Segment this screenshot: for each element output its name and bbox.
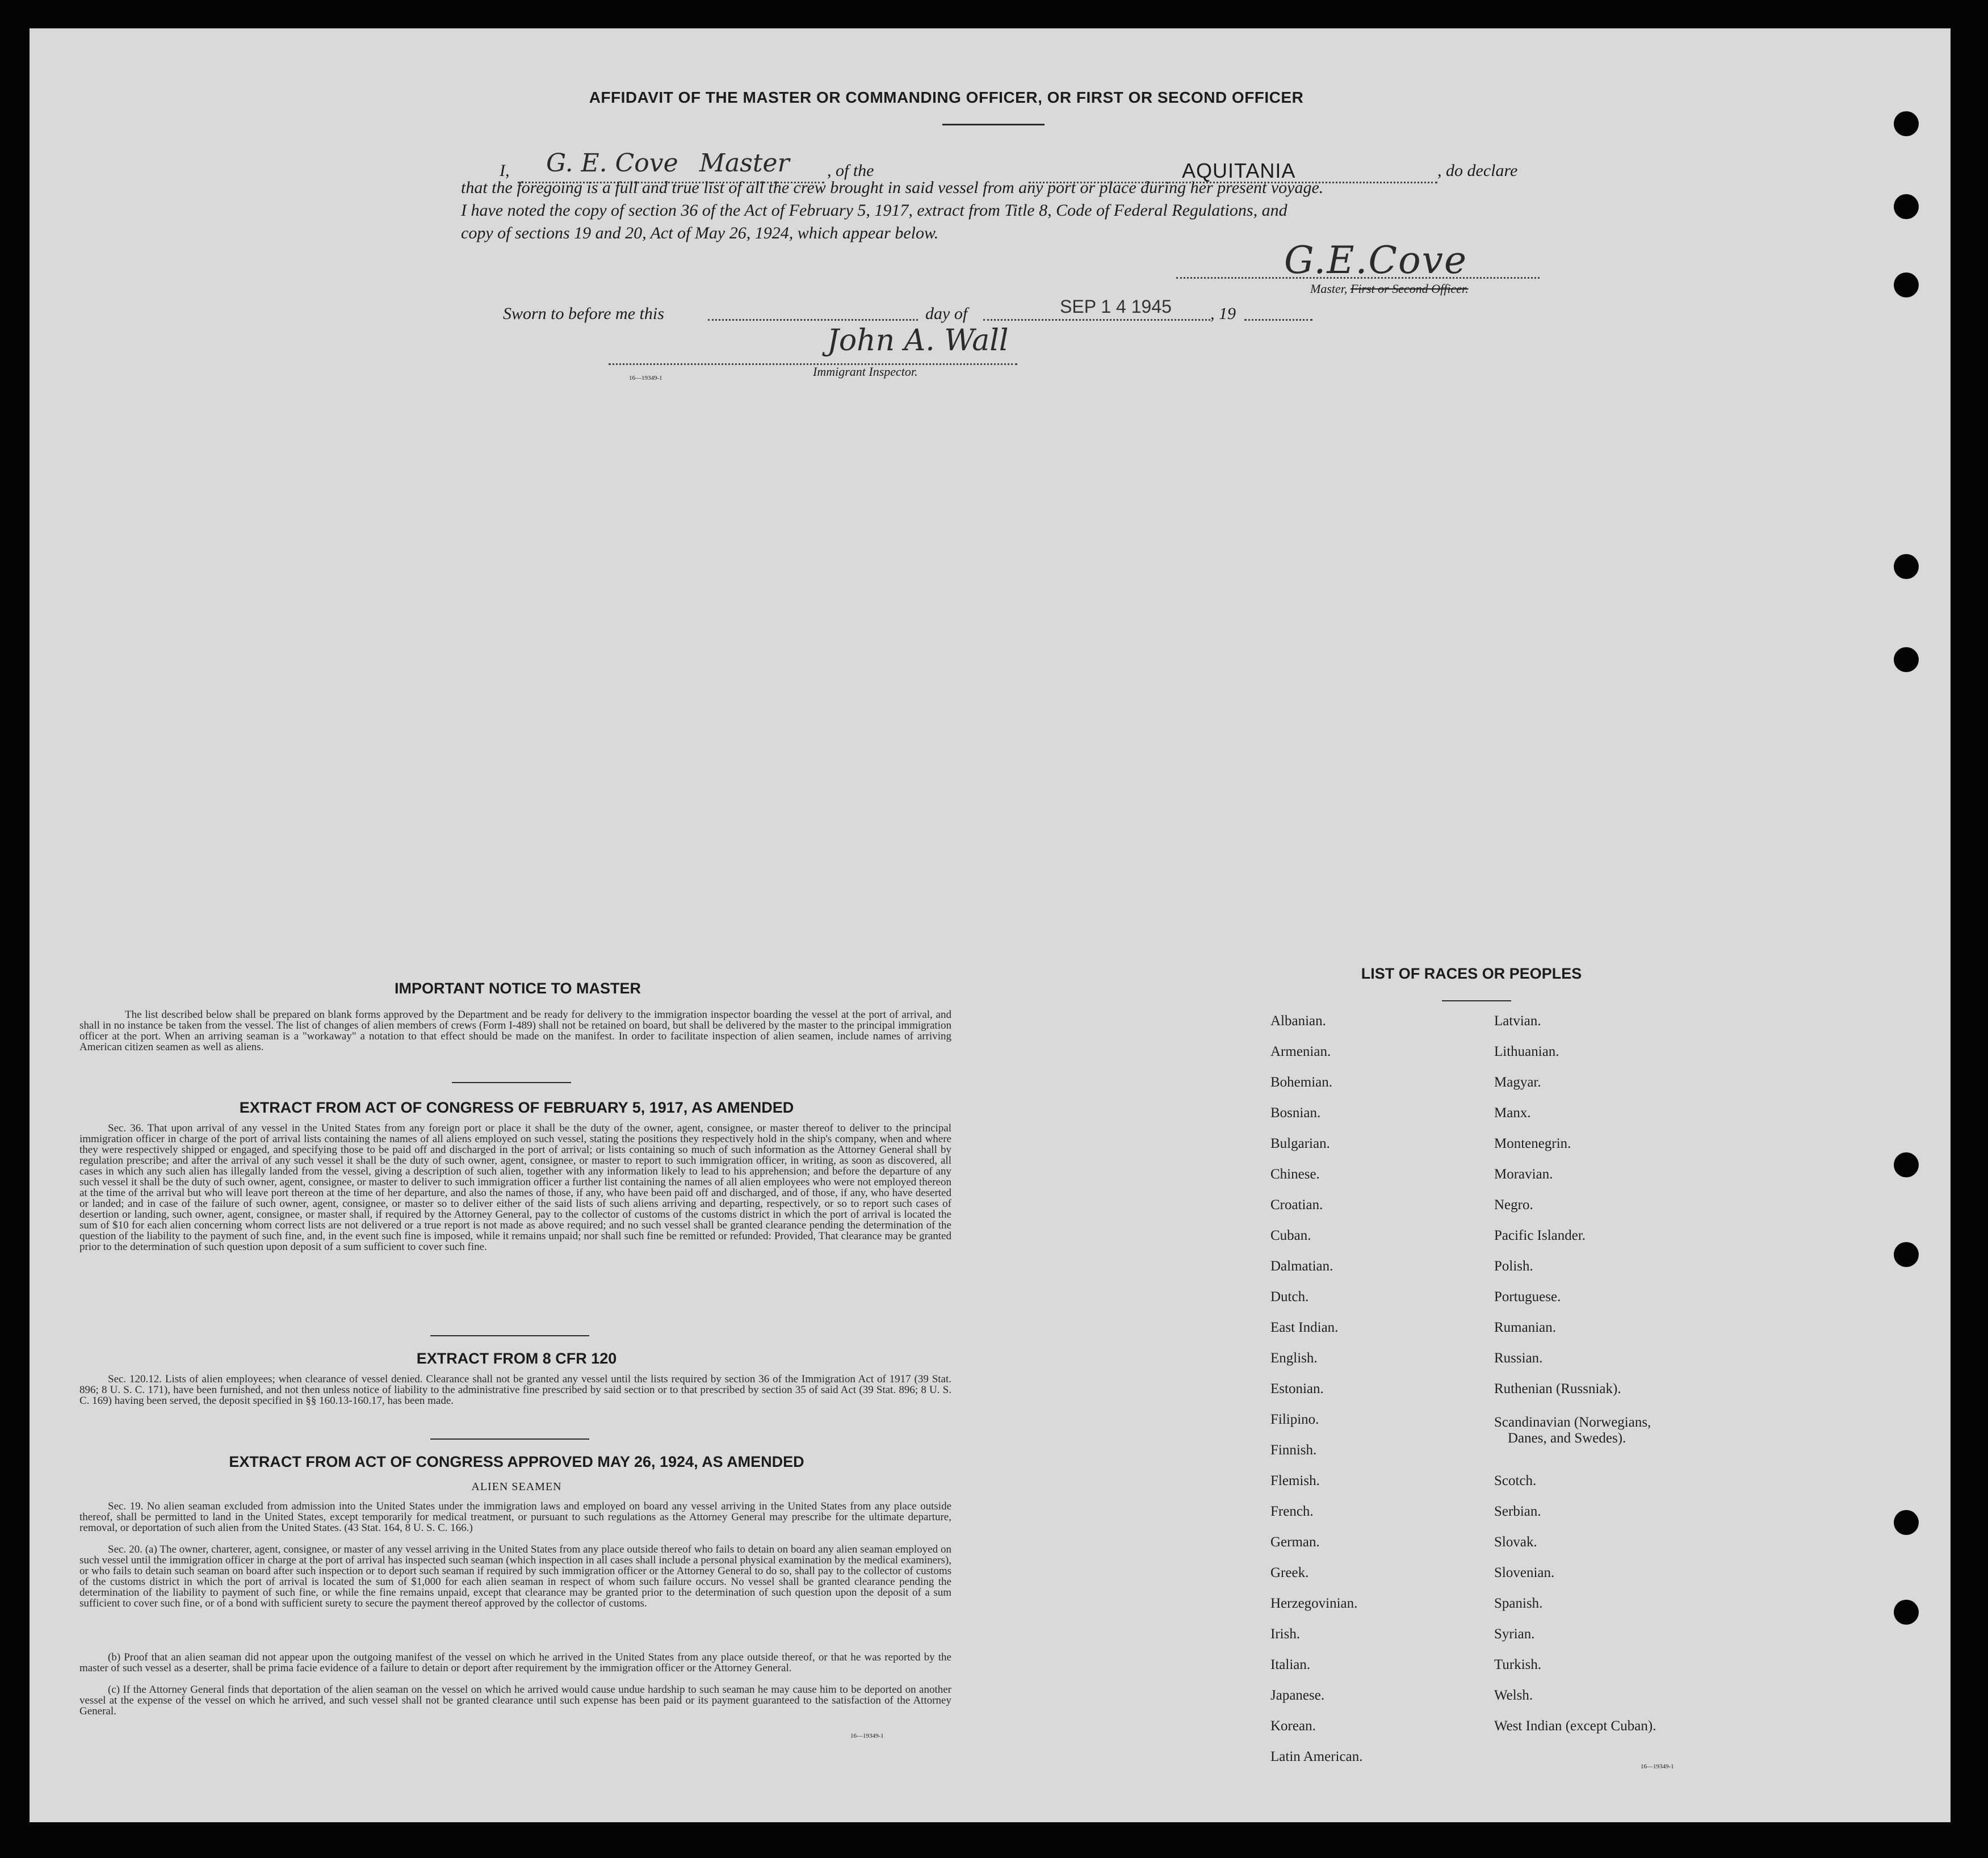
year-label: , 19 [1210,304,1236,323]
race-item: Syrian. [1494,1626,1535,1642]
extractCFR-title: EXTRACT FROM 8 CFR 120 [416,1350,617,1367]
document-page [30,28,1951,1822]
divider [942,124,1045,125]
race-item: West Indian (except Cuban). [1494,1718,1656,1734]
divider [1442,1000,1511,1001]
signature-line [1176,277,1540,279]
race-item: Danes, and Swedes). [1508,1431,1626,1446]
race-item: Chinese. [1270,1167,1320,1182]
race-item: Welsh. [1494,1688,1533,1703]
race-item: East Indian. [1270,1320,1339,1335]
divider [430,1438,589,1440]
divider [452,1082,571,1083]
race-item: Moravian. [1494,1167,1553,1182]
race-item: Croatian. [1270,1197,1323,1213]
race-item: Japanese. [1270,1688,1325,1703]
sworn-day-line [708,319,918,321]
races-col2 [1494,1006,1656,1742]
race-item: Estonian. [1270,1381,1324,1396]
extract1924-title: EXTRACT FROM ACT OF CONGRESS APPROVED MAY 26, 1924, AS AMENDED [229,1453,804,1470]
race-item: Polish. [1494,1259,1533,1274]
caption-master: Master, [1310,282,1348,296]
extractCFR-body: Sec. 120.12. Lists of alien employees; when clearance of vessel denied. Clearance shall not be granted any vessel until the lists required by section 36 of the Immigration Act of 1917 (39 Stat. 896; 8 U. S. C. 171), have been furnished, and not then unless notice of liability to the administrative fine prescribed by said section or to that prescribed by section 35 of said Act (39 Stat. 896; 8 U. S. C. 169) having been served, the deposit specified in §§ 160.13-160.17, has been made. [79,1373,951,1407]
races-form-number: 16—19349-1 [1641,1763,1674,1770]
extract1917-body: Sec. 36. That upon arrival of any vessel in the United States from any foreign port or place it shall be the duty of the owner, agent, consignee, or master thereof to deliver to the principal immigration officer in charge of the port of arrival lists containing the names of all aliens employed on such vessel, stating the positions they respectively hold in the ship's company, when and where they were respectively shipped or engaged, and specifying those to be paid off and discharged in the port of arrival; or lists containing so much of such information as the Attorney General shall by regulation prescribe; and after the arrival of any such vessel it shall be the duty of such owner, agent, consignee, or master to report to such immigration officer, in writing, as soon as discovered, all cases in which any such alien has illegally landed from the vessel, giving a description of such alien, together with any information likely to lead to his apprehension; and before the departure of any such vessel it shall be the duty of such owner, agent, consignee, or master to deliver to such immigration officer a further list containing the names of all alien employees who were not employed thereon at the time of the arrival but who will leave port thereon at the time of her departure, and also the names of those, if any, who have been paid off and discharged, and of those, if any, who have deserted or landed; and in case of the failure of such owner, agent, consignee, or master so to deliver either of the said lists of such aliens arriving and departing, respectively, or so to report such cases of desertion or landing, such owner, agent, consignee, or master shall, if required by the Attorney General, pay to the collector of customs of the customs district in which the port of arrival is located the sum of $10 for each alien concerning whom correct lists are not delivered or a true report is not made as above required; and no such vessel shall be granted clearance pending the determination of the question of the liability to the payment of such fine, and, in the event such fine is imposed, while it remains unpaid; nor shall such fine be remitted or refunded: Provided, That clearance may be granted prior to the determination of such question upon deposit of a sum sufficient to cover such fine. [79,1122,951,1253]
race-item: Slovak. [1494,1534,1537,1550]
inspector-caption: Immigrant Inspector. [813,364,918,379]
sworn-label: Sworn to before me this [503,304,664,323]
caption-struck: First or Second Officer. [1350,282,1469,296]
race-item: Bulgarian. [1270,1136,1330,1151]
i-label: I, [500,161,510,180]
race-item: Negro. [1494,1197,1533,1213]
race-item: Serbian. [1494,1504,1541,1519]
race-item: Latin American. [1270,1749,1363,1764]
race-item: German. [1270,1534,1320,1550]
binder-hole [1894,554,1919,579]
race-item: Scandinavian (Norwegians, [1494,1415,1651,1430]
races-title: LIST OF RACES OR PEOPLES [1361,965,1582,982]
binder-hole [1894,272,1919,297]
race-item: Armenian. [1270,1044,1331,1059]
extract1917-title: EXTRACT FROM ACT OF CONGRESS OF FEBRUARY 5, 1917, AS AMENDED [239,1099,794,1116]
races-col1 [1270,1006,1362,1772]
affidavit-body-line1: that the foregoing is a full and true list of all the crew brought in said vessel from any port or place during her present voyage. [461,178,1324,197]
sworn-date-line [983,319,1210,321]
form-number: 16—19349-1 [629,375,662,381]
race-item: Bohemian. [1270,1075,1333,1090]
master-signature: G.E.Cove [1284,238,1468,282]
sec20c-body: (c) If the Attorney General finds that deportation of the alien seaman on the vessel on which he arrived would cause undue hardship to such seaman he may cause him to be deported on another vessel at the expense of the vessel on which he arrived, and such vessel shall not be granted clearance until such expense has been paid or its payment guaranteed to the satisfaction of the Attorney General. [79,1684,951,1717]
year-line [1244,319,1312,321]
race-item: Turkish. [1494,1657,1542,1672]
race-item: Albanian. [1270,1013,1326,1029]
sec20b-body: (b) Proof that an alien seaman did not appear upon the outgoing manifest of the vessel on which he arrived in the United States from any place outside thereof, or that he was reported by the master of such vessel as a deserter, shall be prima facie evidence of a failure to detain or deport after requirement by the immigration officer or the Attorney General. [79,1651,951,1674]
race-item: Manx. [1494,1105,1531,1121]
race-item: Greek. [1270,1565,1309,1580]
race-item: Ruthenian (Russniak). [1494,1381,1621,1396]
divider [430,1335,589,1336]
binder-hole [1894,194,1919,219]
inspector-signature: John A. Wall [827,324,1009,358]
vessel-name: AQUITANIA [1182,159,1296,182]
race-item: Korean. [1270,1718,1316,1734]
sec20a-body: Sec. 20. (a) The owner, charterer, agent, consignee, or master of any vessel arriving in the United States from any place outside thereof who fails to detain on board any alien seaman employed on such vessel until the immigration officer in charge at the port of arrival has inspected such seaman (which inspection in all cases shall include a personal physical examination by the medical examiners), or who fails to detain such seaman on board after such inspection or to deport such seaman if required by such immigration officer or the Attorney General to do so, shall pay to the collector of customs of the customs district in which the port of arrival is located the sum of $1,000 for each alien seaman in respect of whom such failure occurs. No vessel shall be granted clearance pending the determination of the liability to payment of such fine, or while the fine remains unpaid, except that clearance may be granted prior to the determination of such question upon the deposit of a sum sufficient to cover such fine, or of a bond with sufficient surety to secure the payment thereof approved by the collector of customs. [79,1544,951,1609]
race-item: French. [1270,1504,1314,1519]
race-item: Herzegovinian. [1270,1596,1358,1611]
race-item: Portuguese. [1494,1289,1561,1305]
race-item: Flemish. [1270,1473,1320,1488]
binder-hole [1894,1152,1919,1177]
race-item: Magyar. [1494,1075,1541,1090]
binder-hole [1894,1600,1919,1625]
race-item: Filipino. [1270,1412,1319,1427]
race-item: Irish. [1270,1626,1301,1642]
race-item: Pacific Islander. [1494,1228,1586,1243]
do-declare-label: , do declare [1437,161,1518,180]
race-item: Montenegrin. [1494,1136,1571,1151]
master-rank: Master [699,149,790,178]
race-item: English. [1270,1350,1318,1366]
race-item: Bosnian. [1270,1105,1321,1121]
sec19-body: Sec. 19. No alien seaman excluded from admission into the United States under the immigration laws and employed on board any vessel arriving in the United States from any place outside thereof, shall be permitted to land in the United States, except temporarily for medical treatment, or pursuant to such regulations as the Attorney General may prescribe for the ultimate departure, removal, or deportation of such alien from the United States. (43 Stat. 164, 8 U. S. C. 166.) [79,1500,951,1534]
race-item: Russian. [1494,1350,1543,1366]
affidavit-declaration [461,149,1568,183]
binder-hole [1894,111,1919,136]
notice-body: The list described below shall be prepared on blank forms approved by the Department and be ready for delivery to the immigration inspector boarding the vessel at the port of arrival, and shall in no instance be taken from the vessel. The list of changes of alien members of crews (Form I-489) shall not be retained on board, but shall be delivered by the master to the principal immigration officer at the port. When an arriving seaman is a "workaway" a notation to that effect should be made on the manifest. In order to facilitate inspection of alien seamen, include names of arriving American citizen seamen as well as aliens. [79,1009,951,1053]
affidavit-title: AFFIDAVIT OF THE MASTER OR COMMANDING OFFICER, OR FIRST OR SECOND OFFICER [589,89,1304,106]
day-of-label: day of [925,304,968,323]
race-item: Dutch. [1270,1289,1309,1305]
race-item: Latvian. [1494,1013,1541,1029]
race-item: Italian. [1270,1657,1311,1672]
of-the-label: , of the [827,161,874,180]
race-item: Rumanian. [1494,1320,1557,1335]
date-stamp: SEP 1 4 1945 [1060,296,1172,317]
race-item: Cuban. [1270,1228,1311,1243]
binder-hole [1894,1510,1919,1535]
affidavit-body-line3: copy of sections 19 and 20, Act of May 26, 1924, which appear below. [461,224,939,242]
extract-form-number: 16—19349-1 [850,1733,884,1739]
signature-caption [1310,282,1469,296]
race-item: Scotch. [1494,1473,1537,1488]
race-item: Lithuanian. [1494,1044,1559,1059]
binder-hole [1894,647,1919,672]
race-item: Slovenian. [1494,1565,1555,1580]
race-item: Finnish. [1270,1442,1317,1458]
race-item: Dalmatian. [1270,1259,1333,1274]
notice-title: IMPORTANT NOTICE TO MASTER [395,980,641,997]
extract1924-subtitle: ALIEN SEAMEN [471,1480,562,1493]
affidavit-body-line2: I have noted the copy of section 36 of the Act of February 5, 1917, extract from Title 8, Code of Federal Regulations, and [461,201,1287,220]
master-name: G. E. Cove [546,149,678,178]
binder-hole [1894,1242,1919,1267]
race-item: Spanish. [1494,1596,1543,1611]
